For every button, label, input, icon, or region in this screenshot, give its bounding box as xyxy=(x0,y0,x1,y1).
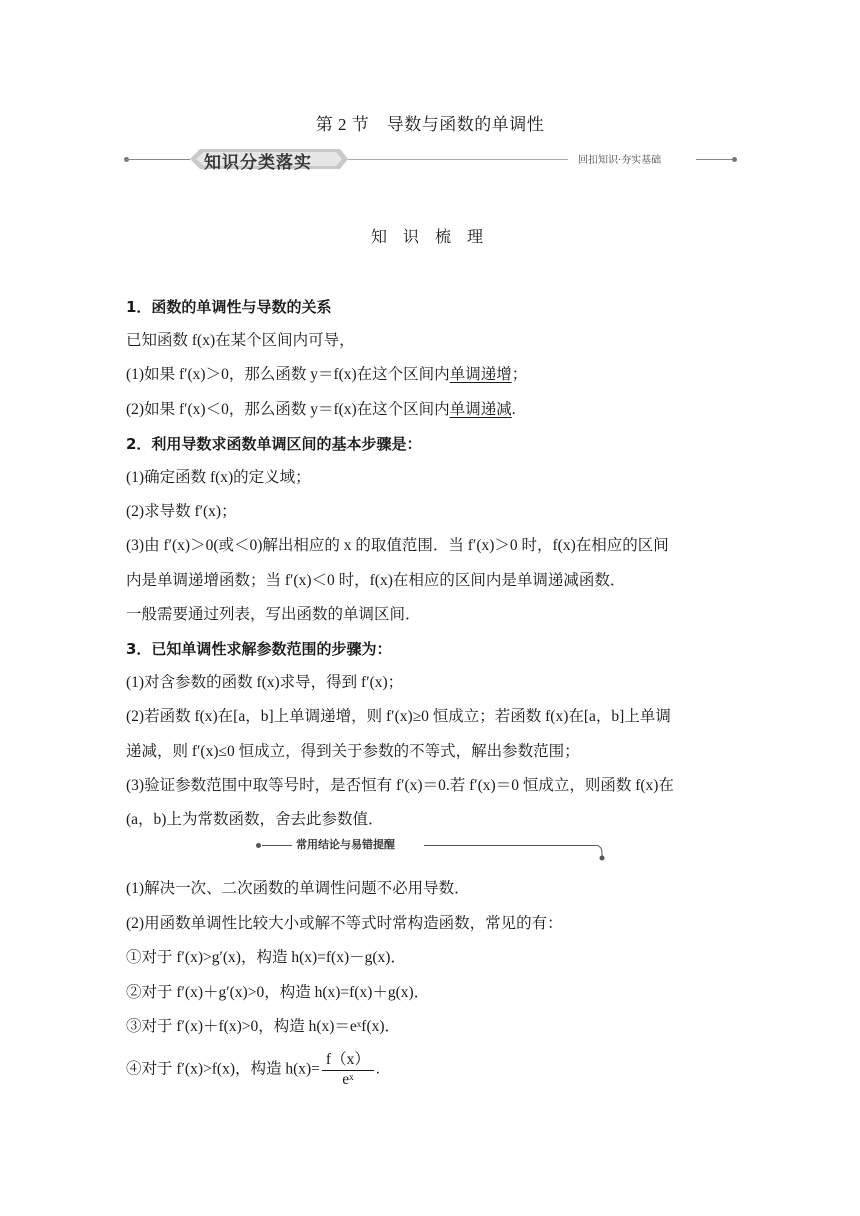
banner-line-left xyxy=(126,159,190,160)
text-span: ④对于 f′(x)>f(x)，构造 h(x)= xyxy=(126,1060,320,1078)
subheading: 知 识 梳 理 xyxy=(370,229,489,246)
underlined-term: 单调递增 xyxy=(449,366,512,384)
tip-dot xyxy=(256,843,261,848)
underlined-term: 单调递减 xyxy=(449,400,512,418)
text-line: (1)确定函数 f(x)的定义域； xyxy=(126,469,311,487)
text-span: . xyxy=(511,400,516,418)
tip-label: 常用结论与易错提醒 xyxy=(296,838,395,851)
tip-line xyxy=(126,1051,736,1089)
tip-line: (2)用函数单调性比较大小或解不等式时常构造函数，常见的有： xyxy=(126,914,563,932)
tip-banner xyxy=(256,836,606,862)
text-line: (2)求导数 f′(x)； xyxy=(126,503,237,521)
text-line: (2)若函数 f(x)在[a，b]上单调递增，则 f′(x)≥0 恒成立；若函数 f(x)在[a，b]上单调 xyxy=(126,708,671,726)
banner-line-mid xyxy=(348,159,568,160)
tip-curve-icon xyxy=(594,845,606,861)
tip-line: ①对于 f′(x)>g′(x)，构造 h(x)=f(x)－g(x)． xyxy=(126,949,406,967)
tip-line: (1)解决一次、二次函数的单调性问题不必用导数． xyxy=(126,880,470,897)
section-2-title: 2．利用导数求函数单调区间的基本步骤是： xyxy=(126,434,422,453)
section-banner xyxy=(126,146,736,172)
banner-dot-right xyxy=(732,157,737,162)
text-line: 已知函数 f(x)在某个区间内可导， xyxy=(126,332,355,350)
text-line: (a，b)上为常数函数，舍去此参数值． xyxy=(126,811,384,829)
banner-label: 知识分类落实 xyxy=(204,153,312,173)
text-span: (1)如果 f′(x)＞0，那么函数 y＝f(x)在这个区间内 xyxy=(126,366,450,384)
banner-line-right xyxy=(696,159,734,160)
text-line: (1)对含参数的函数 f(x)求导，得到 f′(x)； xyxy=(126,674,404,692)
fraction xyxy=(322,1051,374,1089)
text-line: 一般需要通过列表，写出函数的单调区间． xyxy=(126,605,421,623)
page-title: 第 2 节 导数与函数的单调性 xyxy=(315,115,545,134)
fraction-numerator: f（x） xyxy=(322,1051,374,1071)
fraction-denominator: eˣ xyxy=(342,1070,354,1088)
section-1-title: 1．函数的单调性与导数的关系 xyxy=(126,298,332,316)
section-3-title: 3．已知单调性求解参数范围的步骤为： xyxy=(126,640,392,659)
text-line: (3)由 f′(x)＞0(或＜0)解出相应的 x 的取值范围．当 f′(x)＞0 时，f(x)在相应的区间 xyxy=(126,537,669,555)
text-line: (3)验证参数范围中取等号时，是否恒有 f′(x)＝0.若 f′(x)＝0 恒成立，则函数 f(x)在 xyxy=(126,776,674,794)
tips-body xyxy=(126,872,736,1089)
text-line: 内是单调递增函数；当 f′(x)＜0 时，f(x)在相应的区间内是单调递减函数． xyxy=(126,571,626,589)
tip-line: ②对于 f′(x)＋g′(x)>0，构造 h(x)=f(x)＋g(x)． xyxy=(126,983,430,1001)
tip-line-left xyxy=(262,845,292,846)
tip-line: ③对于 f′(x)＋f(x)>0，构造 h(x)＝eˣf(x)． xyxy=(126,1018,401,1036)
text-line xyxy=(126,393,736,427)
text-span: ； xyxy=(511,366,528,384)
tip-line-right xyxy=(424,845,596,846)
knowledge-body xyxy=(126,290,736,837)
text-span: . xyxy=(375,1060,380,1078)
text-span: (2)如果 f′(x)＜0，那么函数 y＝f(x)在这个区间内 xyxy=(126,400,450,418)
text-line xyxy=(126,358,736,392)
text-line: 递减，则 f′(x)≤0 恒成立，得到关于参数的不等式，解出参数范围； xyxy=(126,742,580,760)
banner-right-text: 回扣知识·夯实基础 xyxy=(578,155,662,166)
